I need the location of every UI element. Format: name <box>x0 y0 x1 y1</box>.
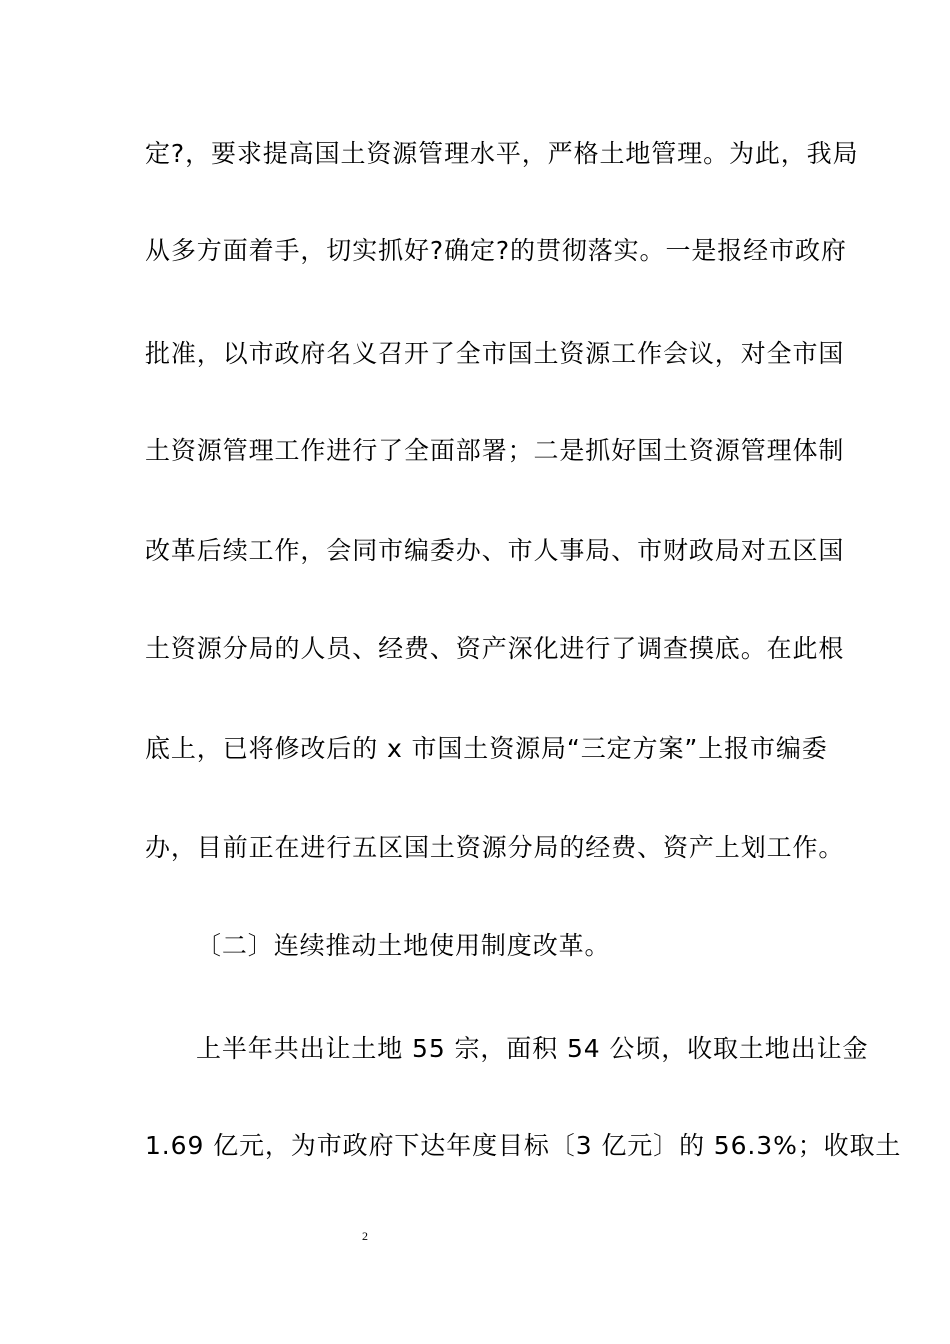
text-line-8: 办，目前正在进行五区国土资源分局的经费、资产上划工作。 <box>145 833 845 862</box>
text-line-7: 底上，已将修改后的 x 市国土资源局“三定方案”上报市编委 <box>145 734 828 763</box>
text-line-6: 土资源分局的人员、经费、资产深化进行了调查摸底。在此根 <box>145 634 845 663</box>
text-line-1: 定?，要求提高国土资源管理水平，严格土地管理。为此，我局 <box>145 139 859 168</box>
page-number: 2 <box>362 1229 368 1243</box>
text-line-2: 从多方面着手，切实抓好?确定?的贯彻落实。一是报经市政府 <box>145 236 847 265</box>
text-line-3: 批准，以市政府名义召开了全市国土资源工作会议，对全市国 <box>145 339 845 368</box>
section-heading: 〔二〕连续推动土地使用制度改革。 <box>196 931 611 960</box>
text-line-5: 改革后续工作，会同市编委办、市人事局、市财政局对五区国 <box>145 536 845 565</box>
text-line-10: 上半年共出让土地 55 宗，面积 54 公顷，收取土地出让金 <box>196 1034 869 1063</box>
text-line-4: 土资源管理工作进行了全面部署；二是抓好国土资源管理体制 <box>145 436 845 465</box>
text-line-11: 1.69 亿元，为市政府下达年度目标〔3 亿元〕的 56.3%；收取土 <box>145 1131 902 1160</box>
